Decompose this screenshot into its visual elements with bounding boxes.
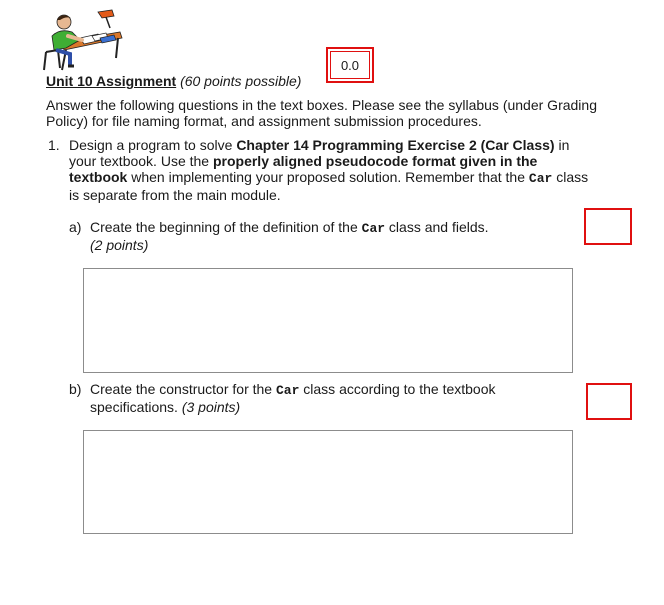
part-b-letter: b) xyxy=(69,381,82,397)
title-text: Unit 10 Assignment xyxy=(46,73,177,89)
question-number: 1. xyxy=(48,137,60,153)
student-writing-at-desk-icon xyxy=(40,8,124,72)
q1-exercise-ref: Chapter 14 Programming Exercise 2 (Car Class) xyxy=(236,137,555,153)
part-a-code-car: Car xyxy=(361,221,386,236)
part-a-points: (2 points) xyxy=(90,237,149,253)
assignment-title xyxy=(46,73,301,89)
points-possible: (60 points possible) xyxy=(180,73,302,89)
part-b-code-car: Car xyxy=(275,383,300,398)
q1-text-2: in your textbook. Use the xyxy=(69,137,570,169)
part-a-text-2: class and fields. xyxy=(385,219,489,235)
part-b-text-1: Create the constructor for the xyxy=(90,381,276,397)
part-b-points: (3 points) xyxy=(181,399,241,415)
part-b-answer-box[interactable] xyxy=(83,430,573,534)
q1-text-1: Design a program to solve xyxy=(69,137,237,153)
q1-text-4: class is separate from the main module. xyxy=(69,169,589,203)
part-a-letter: a) xyxy=(69,219,82,235)
part-b-text xyxy=(90,381,560,415)
intro-paragraph: Answer the following questions in the text boxes. Please see the syllabus (under Grading Policy) for file naming format, and assignment submission procedures. xyxy=(46,97,597,129)
q1-format-ref: properly aligned pseudocode format given in the textbook xyxy=(69,153,538,185)
part-b-grade-box[interactable] xyxy=(586,383,632,420)
score-box xyxy=(326,47,374,83)
part-b-text-2: class according to the textbook specifications. xyxy=(90,381,496,415)
score-value: 0.0 xyxy=(330,51,370,79)
part-a-grade-box[interactable] xyxy=(584,208,632,245)
part-a-text-1: Create the beginning of the definition of the xyxy=(90,219,362,235)
part-a-text xyxy=(90,219,560,253)
part-a-answer-box[interactable] xyxy=(83,268,573,373)
q1-text-3: when implementing your proposed solution. Remember that the xyxy=(127,169,529,185)
q1-code-car: Car xyxy=(528,171,553,186)
question-text xyxy=(69,137,589,203)
